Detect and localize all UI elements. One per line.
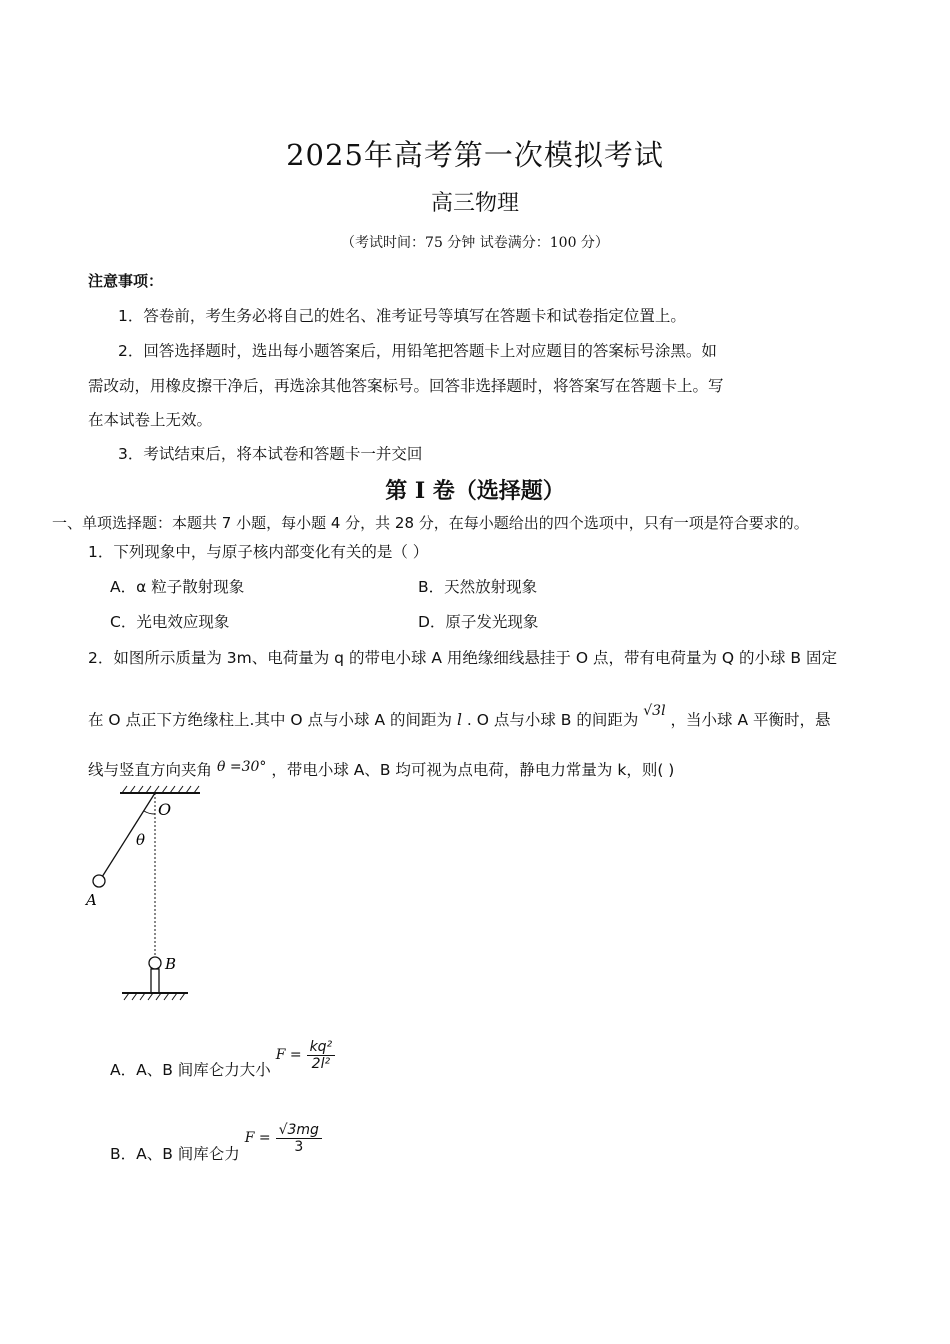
insulating-post bbox=[151, 969, 159, 993]
q1-stem: 1．下列现象中，与原子核内部变化有关的是（ ） bbox=[88, 543, 429, 561]
q2-option-a-text: A．A、B 间库仑力大小 bbox=[110, 1061, 271, 1079]
q1-option-b: B．天然放射现象 bbox=[418, 578, 538, 596]
q1-option-a: A．α 粒子散射现象 bbox=[110, 578, 245, 596]
q2-option-a-f: F = bbox=[275, 1047, 302, 1063]
q1-option-c: C．光电效应现象 bbox=[110, 613, 230, 631]
label-b: B bbox=[165, 955, 177, 973]
page-subtitle: 高三物理 bbox=[430, 191, 519, 216]
q2-line-2b: . O 点与小球 B 的间距为 bbox=[466, 711, 639, 729]
q2-sqrt3: √3 bbox=[643, 703, 662, 719]
notice-item-3: 3．考试结束后，将本试卷和答题卡一并交回 bbox=[118, 445, 423, 463]
q2-option-a-numerator: kq² bbox=[307, 1039, 336, 1056]
ceiling-hatch bbox=[122, 786, 199, 793]
q2-sqrt3-l: l bbox=[661, 703, 666, 719]
notice-item-1: 1．答卷前，考生务必将自己的姓名、准考证号等填写在答题卡和试卷指定位置上。 bbox=[118, 307, 686, 325]
q2-line-2c: ，当小球 A 平衡时，悬 bbox=[670, 711, 831, 729]
q2-option-b bbox=[110, 1112, 322, 1164]
q2-option-a bbox=[110, 1030, 335, 1080]
q1-option-d: D．原子发光现象 bbox=[418, 613, 539, 631]
q2-option-b-denominator: 3 bbox=[294, 1138, 304, 1155]
label-o: O bbox=[158, 800, 172, 819]
q2-option-b-f: F = bbox=[244, 1130, 271, 1146]
q2-option-b-fraction bbox=[276, 1122, 322, 1155]
angle-arc bbox=[144, 811, 155, 814]
q2-option-a-fraction bbox=[307, 1039, 336, 1072]
section-title: 第 I 卷（选择题） bbox=[385, 478, 565, 504]
q2-distance-l: l bbox=[456, 711, 462, 729]
q2-figure bbox=[80, 785, 210, 1005]
notice-item-2-line-1: 2．回答选择题时，选出每小题答案后，用铅笔把答题卡上对应题目的答案标号涂黑。如 bbox=[118, 342, 717, 360]
page-title: 2025年高考第一次模拟考试 bbox=[286, 138, 664, 172]
q2-line-3 bbox=[88, 758, 674, 780]
q2-option-b-text: B．A、B 间库仑力 bbox=[110, 1145, 240, 1163]
q2-option-a-denominator: 2l² bbox=[311, 1055, 331, 1072]
ball-a bbox=[93, 875, 105, 887]
notice-item-2-line-3: 在本试卷上无效。 bbox=[88, 411, 213, 429]
q2-option-b-numerator: √3mg bbox=[276, 1122, 322, 1139]
notice-item-2-line-2: 需改动，用橡皮擦干净后，再选涂其他答案标号。回答非选择题时，将答案写在答题卡上。写 bbox=[88, 377, 724, 395]
q2-sqrt3l bbox=[643, 703, 665, 719]
q2-line-1: 2．如图所示质量为 3m、电荷量为 q 的带电小球 A 用绝缘细线悬挂于 O 点，带有电荷量为 Q 的小球 B 固定 bbox=[88, 649, 837, 667]
ball-b bbox=[149, 957, 161, 969]
floor-hatch bbox=[124, 993, 185, 1000]
label-a: A bbox=[86, 891, 97, 909]
section-instruction: 一、单项选择题：本题共 7 小题，每小题 4 分，共 28 分，在每小题给出的四个选项中，只有一项是符合要求的。 bbox=[52, 514, 809, 532]
q2-line-3b: ，带电小球 A、B 均可视为点电荷，静电力常量为 k，则( ) bbox=[271, 761, 675, 779]
suspension-thread bbox=[102, 793, 155, 877]
exam-info: （考试时间：75 分钟 试卷满分：100 分） bbox=[341, 235, 609, 251]
q2-line-2a: 在 O 点正下方绝缘柱上.其中 O 点与小球 A 的间距为 bbox=[88, 711, 452, 729]
q2-line-2 bbox=[88, 703, 831, 730]
q2-angle: θ =30° bbox=[216, 759, 267, 775]
label-theta: θ bbox=[136, 831, 146, 849]
q2-line-3a: 线与竖直方向夹角 bbox=[88, 761, 213, 779]
notice-heading: 注意事项： bbox=[88, 272, 164, 290]
